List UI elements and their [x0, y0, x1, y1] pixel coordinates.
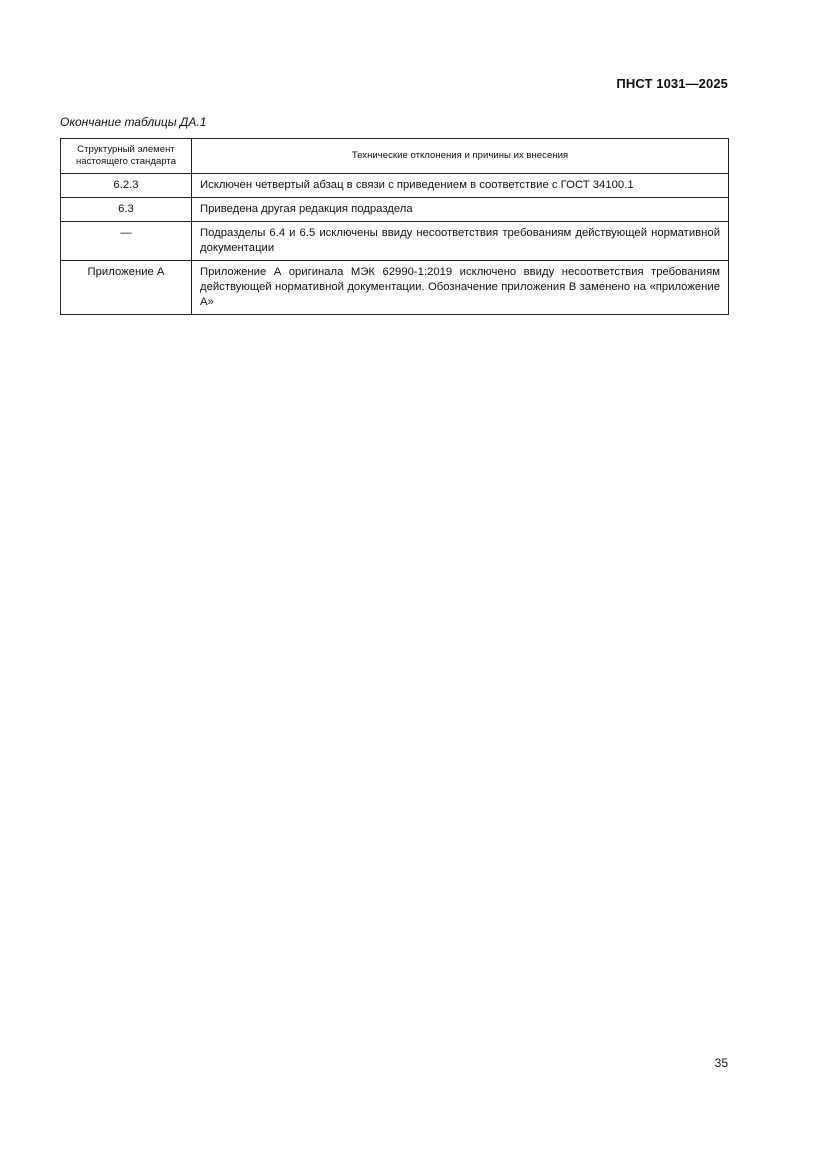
- row-element: 6.2.3: [61, 174, 192, 198]
- column-header-element: Структурный элемент настоящего стандарта: [61, 139, 192, 174]
- table-row: [61, 222, 729, 261]
- column-header-description: Технические отклонения и причины их внесения: [192, 139, 729, 174]
- row-element: —: [61, 222, 192, 261]
- row-description: Приведена другая редакция подраздела: [192, 198, 729, 222]
- row-description: Приложение А оригинала МЭК 62990-1:2019 исключено ввиду несоответствия требованиям действующей нормативной документации. Обозначение приложения В заменено на «приложение А»: [192, 261, 729, 315]
- row-element: 6.3: [61, 198, 192, 222]
- deviations-table: [60, 138, 729, 315]
- table-row: [61, 198, 729, 222]
- row-description: Исключен четвертый абзац в связи с приведением в соответствие с ГОСТ 34100.1: [192, 174, 729, 198]
- page-number: 35: [714, 1056, 728, 1070]
- document-code: ПНСТ 1031—2025: [616, 76, 728, 91]
- row-element: Приложение А: [61, 261, 192, 315]
- table-row: [61, 261, 729, 315]
- row-description: Подразделы 6.4 и 6.5 исключены ввиду несоответствия требованиям действующей нормативной документации: [192, 222, 729, 261]
- table-caption: Окончание таблицы ДА.1: [60, 115, 207, 129]
- table-row: [61, 174, 729, 198]
- table-header-row: [61, 139, 729, 174]
